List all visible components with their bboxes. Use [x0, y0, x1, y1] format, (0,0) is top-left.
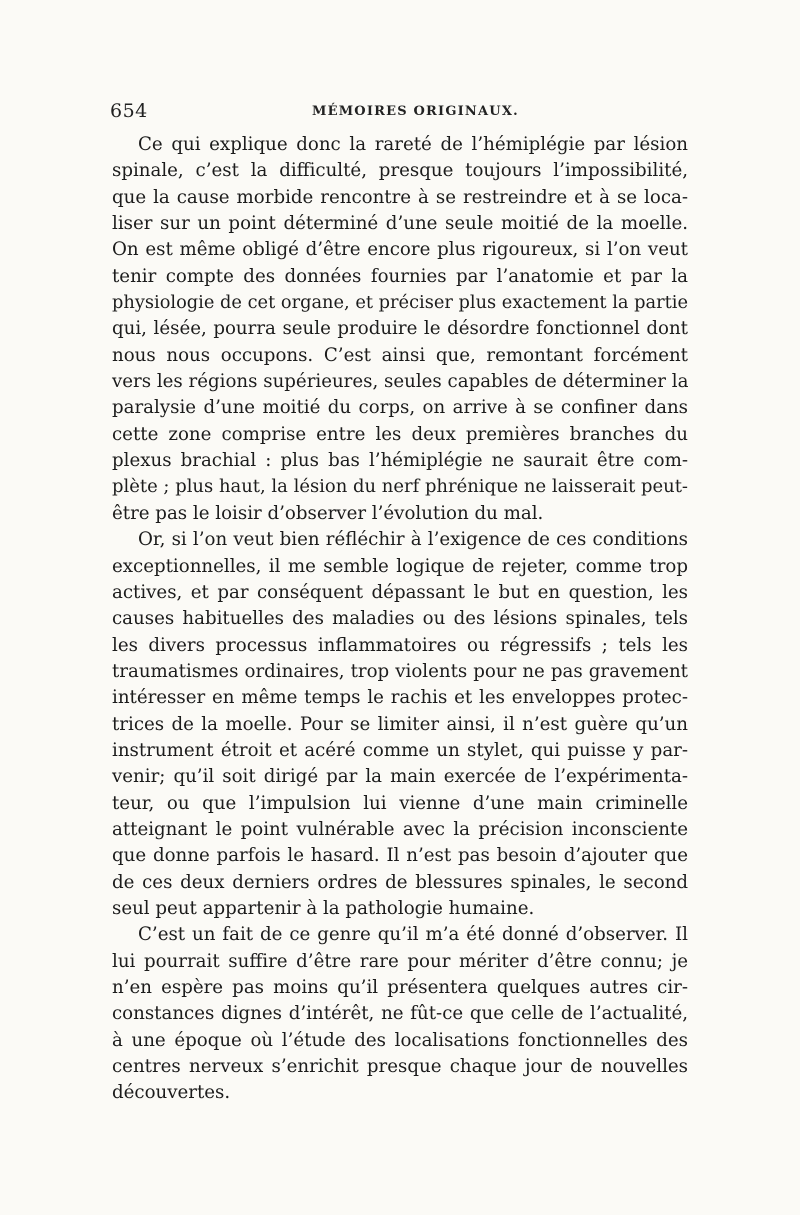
text-line: traumatismes ordinaires, trop violents pour ne pas gravement — [112, 660, 688, 682]
text-line: intéresser en même temps le rachis et les enveloppes protec- — [112, 687, 688, 709]
text-line: centres nerveux s’enrichit presque chaque jour de nouvelles — [112, 1056, 688, 1078]
text-line: seul peut appartenir à la pathologie humaine. — [112, 897, 535, 919]
text-line: Ce qui explique donc la rareté de l’hémiplégie par lésion — [138, 134, 688, 155]
text-line: que la cause morbide rencontre à se restreindre et à se loca- — [112, 186, 688, 208]
text-line: découvertes. — [112, 1082, 231, 1104]
text-line: vers les régions supérieures, seules capables de déterminer la — [112, 371, 689, 393]
text-line: teur, ou que l’impulsion lui vienne d’une main criminelle — [112, 792, 688, 814]
text-line: C’est un fait de ce genre qu’il m’a été donné d’observer. Il — [138, 924, 688, 946]
text-line: Or, si l’on veut bien réfléchir à l’exigence de ces conditions — [138, 529, 688, 551]
text-line: à une époque où l’étude des localisations fonctionnelles des — [112, 1029, 688, 1051]
text-line: qui, lésée, pourra seule produire le désordre fonctionnel dont — [112, 318, 688, 340]
text-line: que donne parfois le hasard. Il n’est pas besoin d’ajouter que — [112, 845, 688, 867]
text-line: n’en espère pas moins qu’il présentera quelques autres cir- — [112, 977, 688, 998]
text-line: de ces deux derniers ordres de blessures spinales, le second — [112, 871, 688, 893]
text-line: On est même obligé d’être encore plus rigoureux, si l’on veut — [112, 239, 688, 261]
text-line: constances dignes d’intérêt, ne fût-ce que celle de l’actualité, — [112, 1003, 688, 1025]
text-line: plète ; plus haut, la lésion du nerf phrénique ne laisserait peut- — [112, 476, 688, 498]
running-head — [110, 100, 695, 124]
text-line: causes habituelles des maladies ou des lésions spinales, tels — [112, 608, 688, 630]
running-title: MÉMOIRES ORIGINAUX. — [312, 104, 519, 119]
text-line: plexus brachial : plus bas l’hémiplégie ne saurait être com- — [112, 450, 688, 472]
text-line: physiologie de cet organe, et préciser plus exactement la partie — [112, 292, 688, 314]
text-line: être pas le loisir d’observer l’évolution du mal. — [112, 502, 544, 524]
text-line: exceptionnelles, il me semble logique de rejeter, comme trop — [112, 555, 688, 577]
text-line: les divers processus inflammatoires ou régressifs ; tels les — [112, 634, 688, 656]
text-line: instrument étroit et acéré comme un stylet, qui puisse y par- — [112, 739, 688, 761]
text-line: tenir compte des données fournies par l’anatomie et par la — [112, 265, 688, 287]
text-line: nous nous occupons. C’est ainsi que, remontant forcément — [112, 344, 688, 366]
text-line: actives, et par conséquent dépassant le but en question, les — [112, 581, 688, 603]
text-line: atteignant le point vulnérable avec la précision inconsciente — [112, 818, 688, 840]
body-text — [112, 132, 688, 1107]
text-line: venir; qu’il soit dirigé par la main exercée de l’expérimenta- — [112, 766, 688, 788]
page-number: 654 — [110, 100, 148, 122]
text-line: lui pourrait suffire d’être rare pour mériter d’être connu; je — [112, 950, 688, 972]
text-line: liser sur un point déterminé d’une seule moitié de la moelle. — [112, 213, 688, 235]
text-line: paralysie d’une moitié du corps, on arrive à se confiner dans — [112, 397, 688, 419]
text-line: cette zone comprise entre les deux premières branches du — [112, 423, 688, 445]
text-line: trices de la moelle. Pour se limiter ainsi, il n’est guère qu’un — [112, 713, 688, 735]
text-line: spinale, c’est la difficulté, presque toujours l’impossibilité, — [112, 160, 688, 182]
